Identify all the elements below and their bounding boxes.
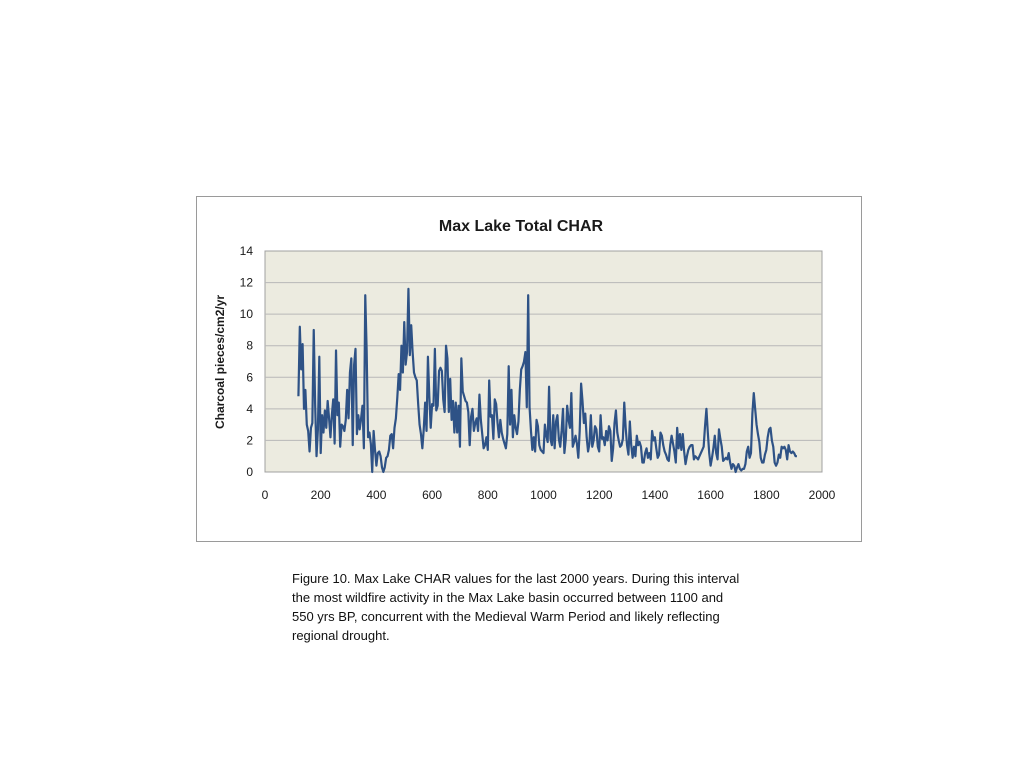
y-tick-label: 0 bbox=[246, 465, 253, 479]
x-tick-label: 1000 bbox=[530, 488, 557, 502]
caption-line: the most wildfire activity in the Max Lake basin occurred between 1100 and bbox=[292, 590, 724, 605]
figure-caption bbox=[292, 569, 792, 645]
y-tick-label: 8 bbox=[246, 338, 253, 353]
y-tick-label: 14 bbox=[239, 244, 253, 258]
x-tick-label: 600 bbox=[422, 488, 443, 502]
x-tick-label: 1200 bbox=[585, 488, 613, 502]
chart bbox=[197, 197, 861, 541]
x-tick-label: 2000 bbox=[808, 488, 836, 502]
y-tick-label: 6 bbox=[246, 370, 253, 385]
x-tick-label: 200 bbox=[310, 488, 331, 502]
y-axis-label: Charcoal pieces/cm2/yr bbox=[213, 294, 227, 430]
chart-frame bbox=[196, 196, 862, 542]
y-tick-label: 10 bbox=[239, 307, 253, 322]
y-tick-label: 12 bbox=[239, 275, 253, 290]
chart-title: Max Lake Total CHAR bbox=[438, 218, 604, 235]
caption-line: regional drought. bbox=[292, 628, 390, 643]
y-tick-label: 2 bbox=[246, 433, 253, 448]
y-tick-labels bbox=[240, 244, 254, 479]
x-tick-label: 1600 bbox=[697, 488, 724, 502]
y-tick-label: 4 bbox=[246, 401, 253, 416]
x-tick-label: 1800 bbox=[752, 488, 780, 502]
x-tick-label: 0 bbox=[261, 488, 269, 502]
caption-line: Figure 10. Max Lake CHAR values for the last 2000 years. During this interval bbox=[292, 571, 740, 586]
x-tick-label: 1400 bbox=[641, 488, 669, 502]
x-tick-label: 400 bbox=[366, 488, 387, 502]
x-tick-label: 800 bbox=[477, 488, 498, 502]
x-tick-labels bbox=[262, 488, 836, 502]
caption-line: 550 yrs BP, concurrent with the Medieval Warm Period and likely reflecting bbox=[292, 609, 720, 624]
